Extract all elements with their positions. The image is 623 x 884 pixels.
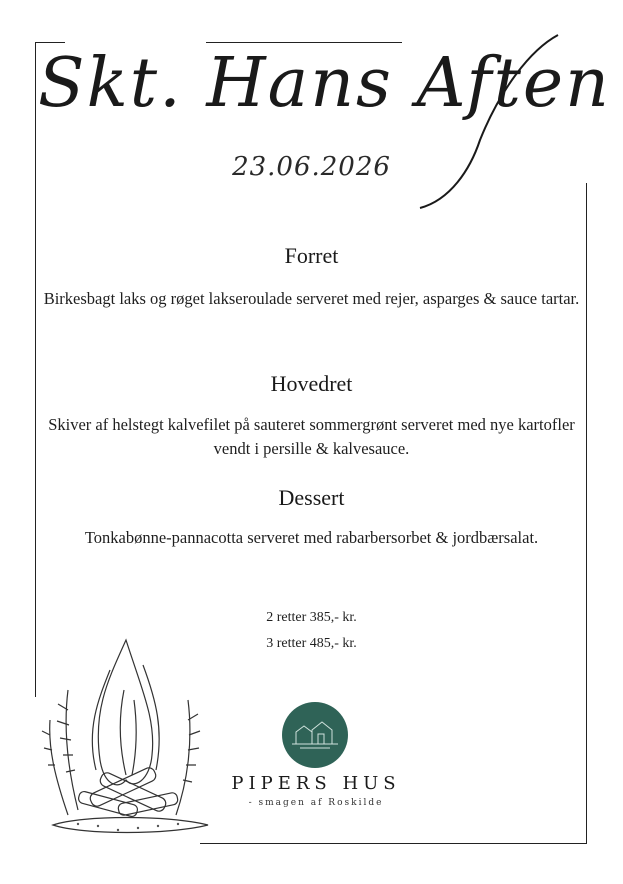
brand-name: PIPERS HUS — [231, 773, 401, 794]
course-description-dessert: Tonkabønne-pannacotta serveret med rabarbersorbet & jordbærsalat. — [84, 528, 539, 547]
brand-tagline: - smagen af Roskilde — [248, 798, 384, 808]
course-heading-forret: Forret — [284, 243, 339, 268]
course-description-forret: Birkesbagt laks og røget lakseroulade serveret med rejer, asparges & sauce tartar. — [43, 289, 580, 308]
restaurant-logo-icon — [282, 702, 348, 768]
frame-top-left-line — [35, 42, 65, 43]
frame-bottom-line — [200, 843, 587, 844]
price-three-courses: 3 retter 485,- kr. — [266, 636, 357, 651]
frame-left-line — [35, 42, 36, 697]
price-two-courses: 2 retter 385,- kr. — [266, 610, 357, 625]
bonfire-illustration — [38, 630, 218, 840]
course-description-hovedret: Skiver af helstegt kalvefilet på sauteret sommergrønt serveret med nye kartofler vendt i persille & kalvesauce. — [48, 415, 575, 458]
frame-top-right-line — [206, 42, 402, 43]
course-heading-hovedret: Hovedret — [270, 371, 353, 396]
menu-title: Skt. Hans Aften — [38, 44, 611, 123]
course-heading-dessert: Dessert — [278, 485, 345, 510]
event-date: 23.06.2026 — [232, 152, 391, 182]
frame-right-line — [586, 183, 587, 844]
